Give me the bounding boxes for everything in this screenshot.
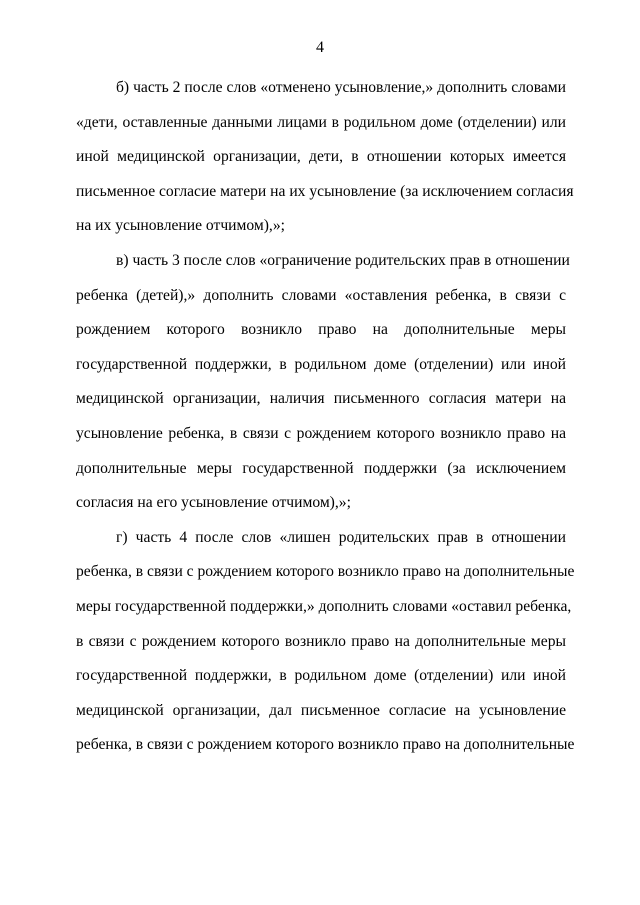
text-line: б) часть 2 после слов «отменено усыновление,» дополнить словами [116,79,566,96]
text-line: меры государственной поддержки,» дополнить словами «оставил ребенка, [76,597,572,615]
text-line: в) часть 3 после слов «ограничение родительских прав в отношении [116,251,570,269]
text-line: рождением которого возникло право на дополнительные меры [76,321,566,339]
text-line: письменное согласие матери на их усыновление (за исключением согласия [76,182,574,200]
text-line: иной медицинской организации, дети, в отношении которых имеется [76,148,566,166]
text-line: ребенка, в связи с рождением которого возникло право на дополнительные [76,736,575,754]
text-line: «дети, оставленные данными лицами в родильном доме (отделении) или [76,113,566,131]
text-line: ребенка (детей),» дополнить словами «оставления ребенка, в связи с [76,286,566,304]
document-text [76,71,575,763]
text-line: г) часть 4 после слов «лишен родительских прав в отношении [116,528,566,546]
page-number: 4 [316,39,324,56]
text-line: на их усыновление отчимом),»; [76,217,285,235]
text-line: государственной поддержки, в родильном доме (отделении) или иной [76,355,566,373]
paragraph-g [76,521,575,763]
text-line: ребенка, в связи с рождением которого возникло право на дополнительные [76,563,575,581]
text-line: в связи с рождением которого возникло право на дополнительные меры [76,632,566,650]
text-line: усыновление ребенка, в связи с рождением которого возникло право на [76,424,566,442]
paragraph-b [76,71,574,244]
text-line: медицинской организации, наличия письменного согласия матери на [76,390,566,408]
text-line: государственной поддержки, в родильном доме (отделении) или иной [76,667,566,685]
text-line: согласия на его усыновление отчимом),»; [76,494,351,512]
text-line: дополнительные меры государственной поддержки (за исключением [76,459,566,477]
text-line: медицинской организации, дал письменное согласие на усыновление [76,701,566,719]
paragraph-v [76,244,570,521]
